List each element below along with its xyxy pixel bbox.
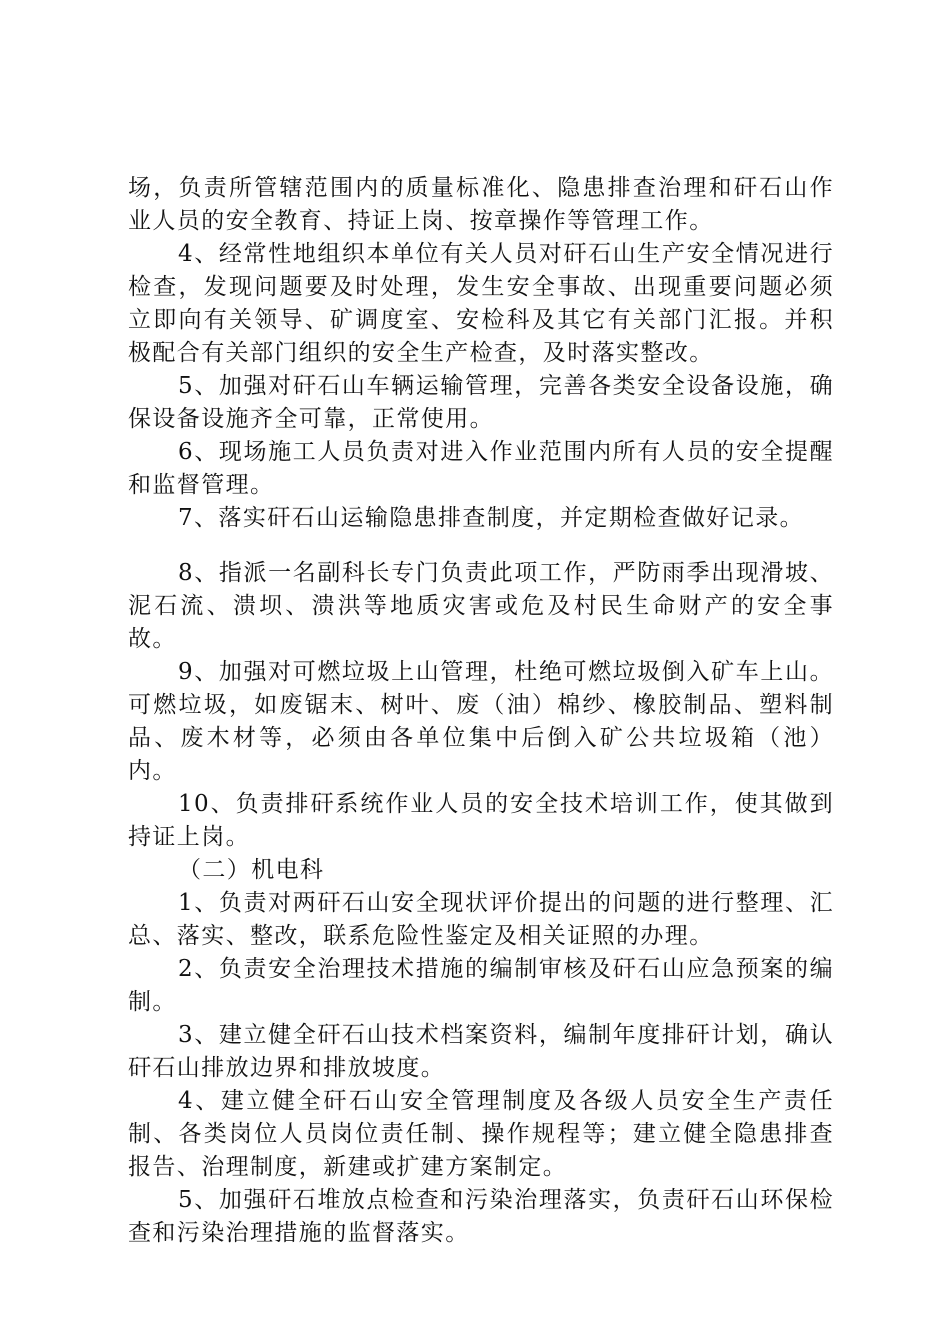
- paragraph-me-item-5: 5、加强矸石堆放点检查和污染治理落实，负责矸石山环保检查和污染治理措施的监督落实。: [128, 1187, 834, 1246]
- paragraph-me-item-2: 2、负责安全治理技术措施的编制审核及矸石山应急预案的编制。: [128, 956, 834, 1015]
- paragraph-item-4: 4、经常性地组织本单位有关人员对矸石山生产安全情况进行检查，发现问题要及时处理，发生安全事故、出现重要问题必须立即向有关领导、矿调度室、安检科及其它有关部门汇报。并积极配合有关部门组织的安全生产检查，及时落实整改。: [128, 241, 834, 366]
- paragraph-item-8: 8、指派一名副科长专门负责此项工作，严防雨季出现滑坡、泥石流、溃坝、溃洪等地质灾害或危及村民生命财产的安全事故。: [128, 560, 834, 652]
- document-body: [128, 172, 834, 1250]
- paragraph-me-item-1: 1、负责对两矸石山安全现状评价提出的问题的进行整理、汇总、落实、整改，联系危险性鉴定及相关证照的办理。: [128, 890, 834, 949]
- paragraph-continuation: 场，负责所管辖范围内的质量标准化、隐患排查治理和矸石山作业人员的安全教育、持证上岗、按章操作等管理工作。: [128, 175, 834, 234]
- paragraph-item-9: 9、加强对可燃垃圾上山管理，杜绝可燃垃圾倒入矿车上山。可燃垃圾，如废锯末、树叶、废（油）棉纱、橡胶制品、塑料制品、废木材等，必须由各单位集中后倒入矿公共垃圾箱（池）内。: [128, 659, 834, 784]
- paragraph-item-6: 6、现场施工人员负责对进入作业范围内所有人员的安全提醒和监督管理。: [128, 439, 834, 498]
- paragraph-item-5: 5、加强对矸石山车辆运输管理，完善各类安全设备设施，确保设备设施齐全可靠，正常使用。: [128, 373, 834, 432]
- paragraph-me-item-3: 3、建立健全矸石山技术档案资料，编制年度排矸计划，确认矸石山排放边界和排放坡度。: [128, 1022, 834, 1081]
- paragraph-item-10: 10、负责排矸系统作业人员的安全技术培训工作，使其做到持证上岗。: [128, 791, 834, 850]
- paragraph-me-item-4: 4、建立健全矸石山安全管理制度及各级人员安全生产责任制、各类岗位人员岗位责任制、操作规程等；建立健全隐患排查报告、治理制度，新建或扩建方案制定。: [128, 1088, 834, 1180]
- section-heading-mechanical-electrical: （二）机电科: [178, 857, 325, 883]
- paragraph-item-7: 7、落实矸石山运输隐患排查制度，并定期检查做好记录。: [178, 505, 805, 531]
